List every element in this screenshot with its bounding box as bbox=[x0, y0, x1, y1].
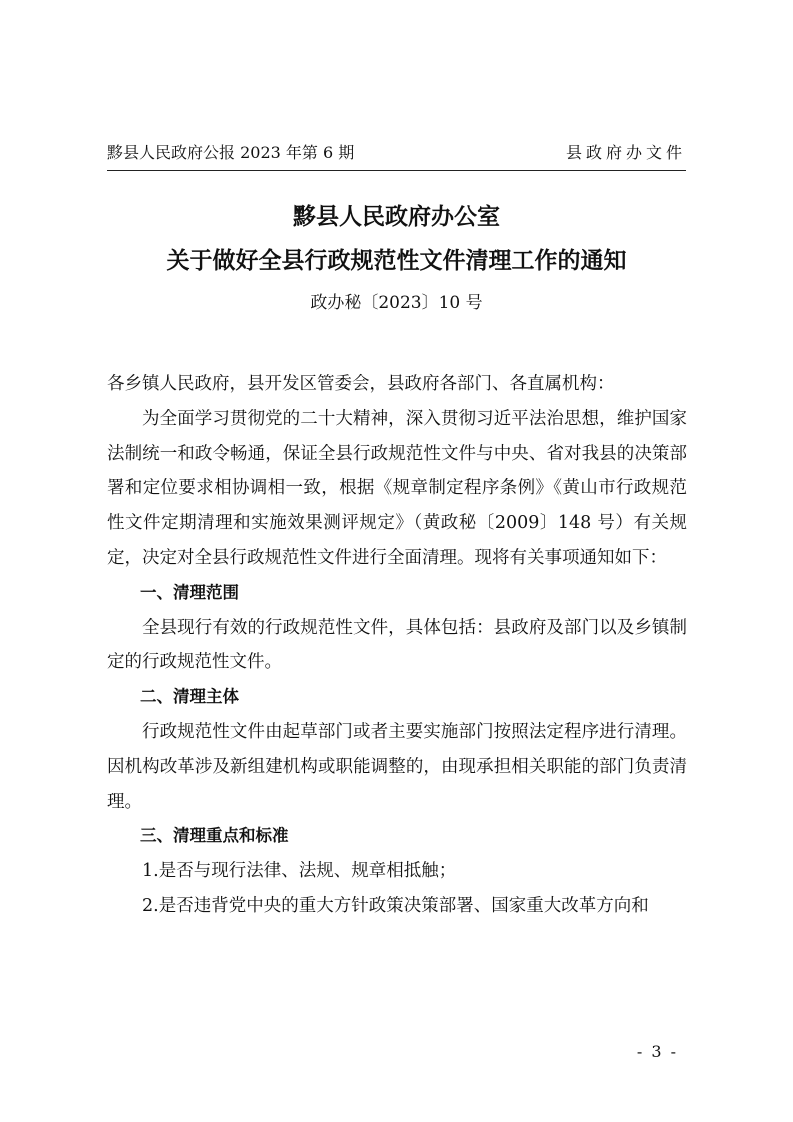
document-body bbox=[107, 367, 687, 924]
standards-item-2: 2.是否违背党中央的重大方针政策决策部署、国家重大改革方向和 bbox=[142, 895, 649, 916]
document-title-subject: 关于做好全县行政规范性文件清理工作的通知 bbox=[166, 247, 627, 274]
section-heading-subject: 二、清理主体 bbox=[140, 687, 239, 707]
intro-paragraph: 为全面学习贯彻党的二十大精神，深入贯彻习近平法治思想，维护国家法制统一和政令畅通，保证全县行政规范性文件与中央、省对我县的决策部署和定位要求相协调相一致，根据《规章制定程序条例》《黄山市行政规范性文件定期清理和实施效果测评规定》（黄政秘〔2009〕148 号）有关规定，决定对全县行政规范性文件进行全面清理。现将有关事项通知如下： bbox=[107, 408, 687, 568]
document-title-issuer: 黟县人民政府办公室 bbox=[293, 203, 500, 230]
section-scope-paragraph: 全县现行有效的行政规范性文件，具体包括：县政府及部门以及乡镇制定的行政规范性文件。 bbox=[107, 617, 687, 673]
standards-item-1: 1.是否与现行法律、法规、规章相抵触； bbox=[142, 861, 457, 882]
document-number: 政办秘〔2023〕10 号 bbox=[310, 293, 483, 313]
bulletin-issue-label: 黟县人民政府公报 2023 年第 6 期 bbox=[107, 143, 355, 162]
section-heading-scope: 一、清理范围 bbox=[140, 582, 239, 602]
section-heading-standards: 三、清理重点和标准 bbox=[140, 826, 289, 846]
page-number: - 3 - bbox=[636, 1042, 678, 1061]
section-subject-paragraph: 行政规范性文件由起草部门或者主要实施部门按照法定程序进行清理。因机构改革涉及新组建机构或职能调整的，由现承担相关职能的部门负责清理。 bbox=[107, 721, 687, 812]
page-header bbox=[107, 140, 686, 166]
document-category-label: 县政府办文件 bbox=[565, 143, 686, 162]
addressee-line: 各乡镇人民政府，县开发区管委会，县政府各部门、各直属机构： bbox=[107, 374, 615, 394]
header-divider bbox=[107, 170, 686, 171]
